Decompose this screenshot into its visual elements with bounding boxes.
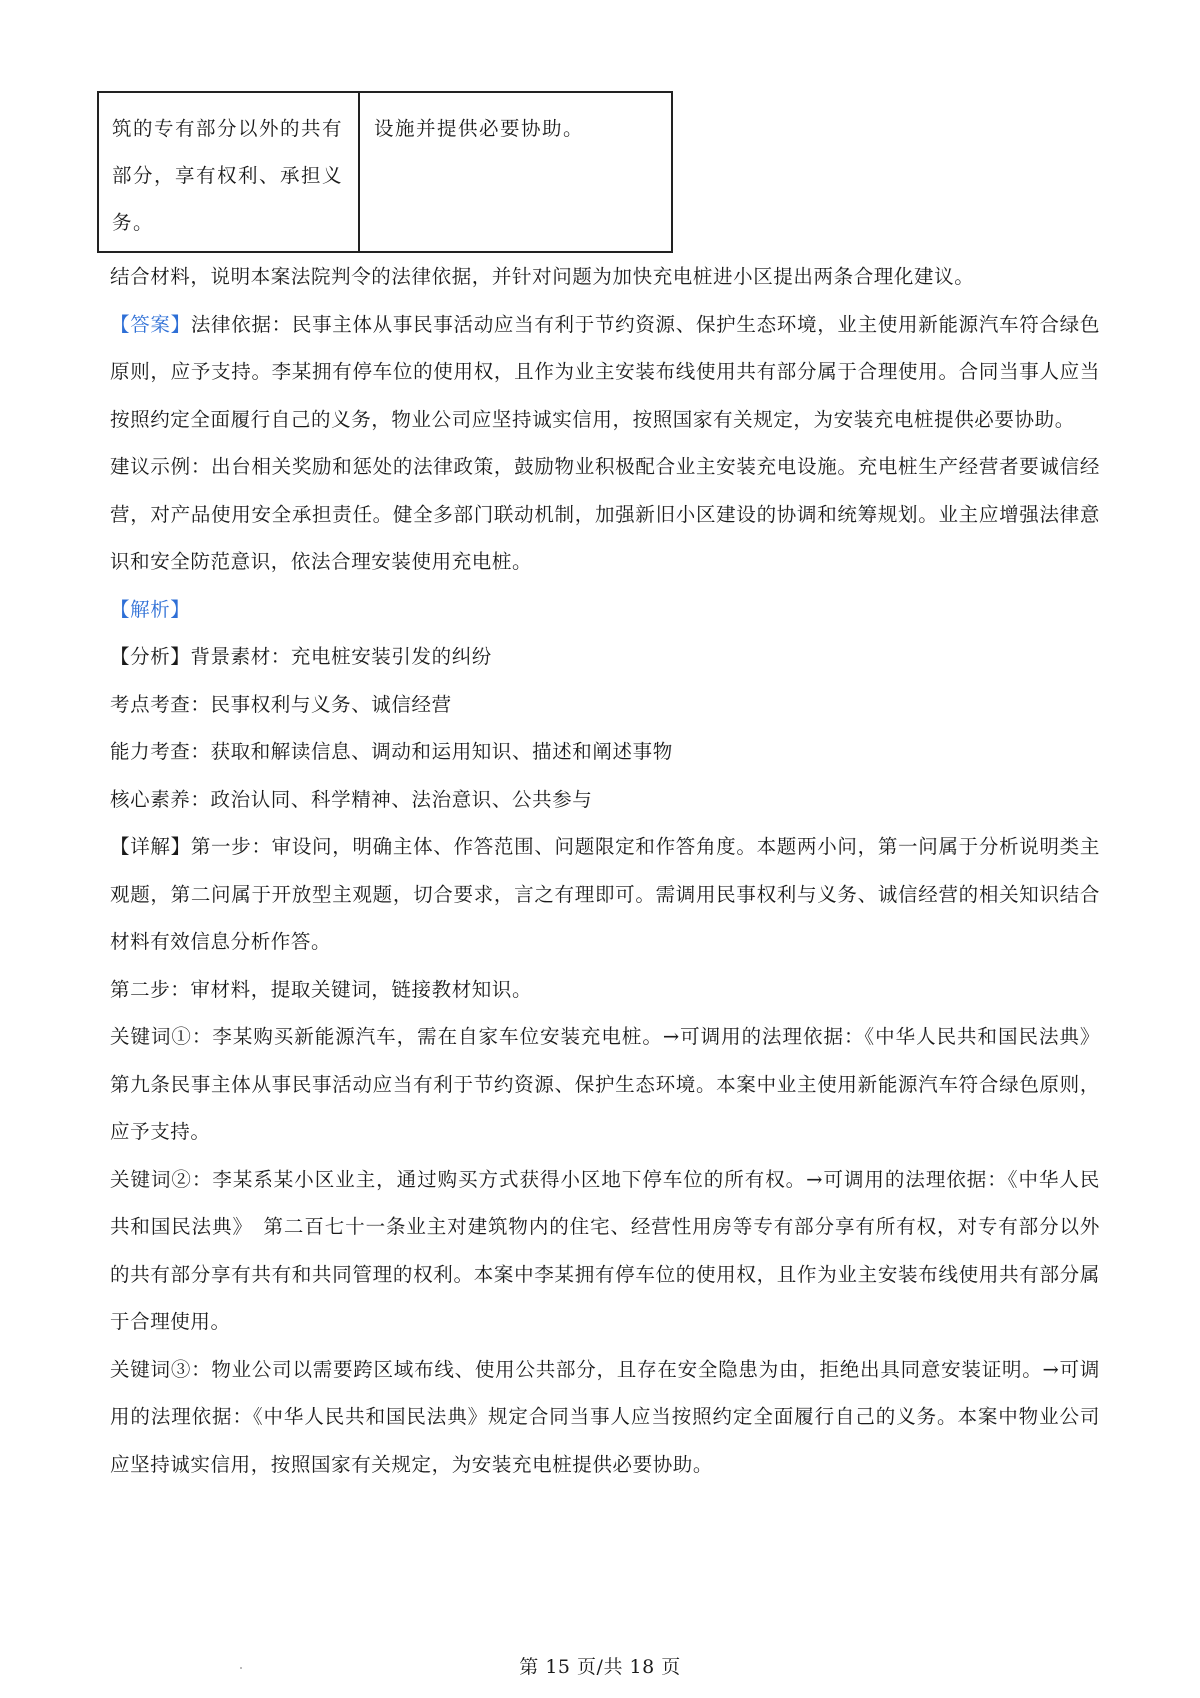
answer-text: 法律依据：民事主体从事民事活动应当有利于节约资源、保护生态环境，业主使用新能源汽车符合绿色原则，应予支持。李某拥有停车位的使用权，且作为业主安装布线使用共有部分属于合理使用。合同当事人应当按照约定全面履行自己的义务，物业公司应坚持诚实信用，按照国家有关规定，为安装充电桩提供必要协助。 <box>110 312 1100 431</box>
question-text: 结合材料，说明本案法院判令的法律依据，并针对问题为加快充电桩进小区提出两条合理化建议。 <box>110 265 975 288</box>
keyword-1: 关键词①：李某购买新能源汽车，需在自家车位安装充电桩。→可调用的法理依据：《中华人民共和国民法典》第九条民事主体从事民事活动应当有利于节约资源、保护生态环境。本案中业主使用新能源汽车符合绿色原则，应予支持。 <box>110 1025 1100 1143</box>
suggestion-paragraph: 建议示例：出台相关奖励和惩处的法律政策，鼓励物业积极配合业主安装充电设施。充电桩生产经营者要诚信经营，对产品使用安全承担责任。健全多部门联动机制，加强新旧小区建设的协调和统筹规划。业主应增强法律意识和安全防范意识，依法合理安装使用充电桩。 <box>110 455 1100 573</box>
analysis-step2: 第二步：审材料，提取关键词，链接教材知识。 <box>110 977 533 1001</box>
keyword-2: 关键词②：李某系某小区业主，通过购买方式获得小区地下停车位的所有权。→可调用的法理依据：《中华人民共和国民法典》 第二百七十一条业主对建筑物内的住宅、经营性用房等专有部分享有所有权，对专有部分以外的共有部分享有共有和共同管理的权利。本案中李某拥有停车位的使用权，且作为业主安装布线使用共有部分属于合理使用。 <box>110 1167 1100 1333</box>
table-cell-left: 筑的专有部分以外的共有部分，享有权利、承担义务。 <box>99 93 360 251</box>
table-cell-right: 设施并提供必要协助。 <box>374 117 585 140</box>
answer-paragraph <box>110 301 1100 444</box>
analysis-kaodian: 考点考查：民事权利与义务、诚信经营 <box>110 692 452 716</box>
keyword-3: 关键词③：物业公司以需要跨区域布线、使用公共部分，且存在安全隐患为由，拒绝出具同意安装证明。→可调用的法理依据：《中华人民共和国民法典》规定合同当事人应当按照约定全面履行自己的义务。本案中物业公司应坚持诚实信用，按照国家有关规定，为安装充电桩提供必要协助。 <box>110 1357 1100 1476</box>
analysis-heading <box>110 586 1100 634</box>
page-footer: 第 15 页/共 18 页 <box>519 1656 681 1678</box>
analysis-suyang: 核心素养：政治认同、科学精神、法治意识、公共参与 <box>110 787 593 811</box>
analysis-background: 【分析】背景素材：充电桩安装引发的纠纷 <box>110 645 492 668</box>
main-content <box>110 253 1100 1488</box>
analysis-nengli: 能力考查：获取和解读信息、调动和运用知识、描述和阐述事物 <box>110 740 673 763</box>
analysis-tag: 【解析】 <box>110 597 191 621</box>
answer-tag: 【答案】 <box>110 312 191 336</box>
analysis-detail: 【详解】第一步：审设问，明确主体、作答范围、问题限定和作答角度。本题两小问，第一问属于分析说明类主观题，第二问属于开放型主观题，切合要求，言之有理即可。需调用民事权利与义务、诚信经营的相关知识结合材料有效信息分析作答。 <box>110 835 1100 953</box>
continued-table <box>97 91 673 253</box>
